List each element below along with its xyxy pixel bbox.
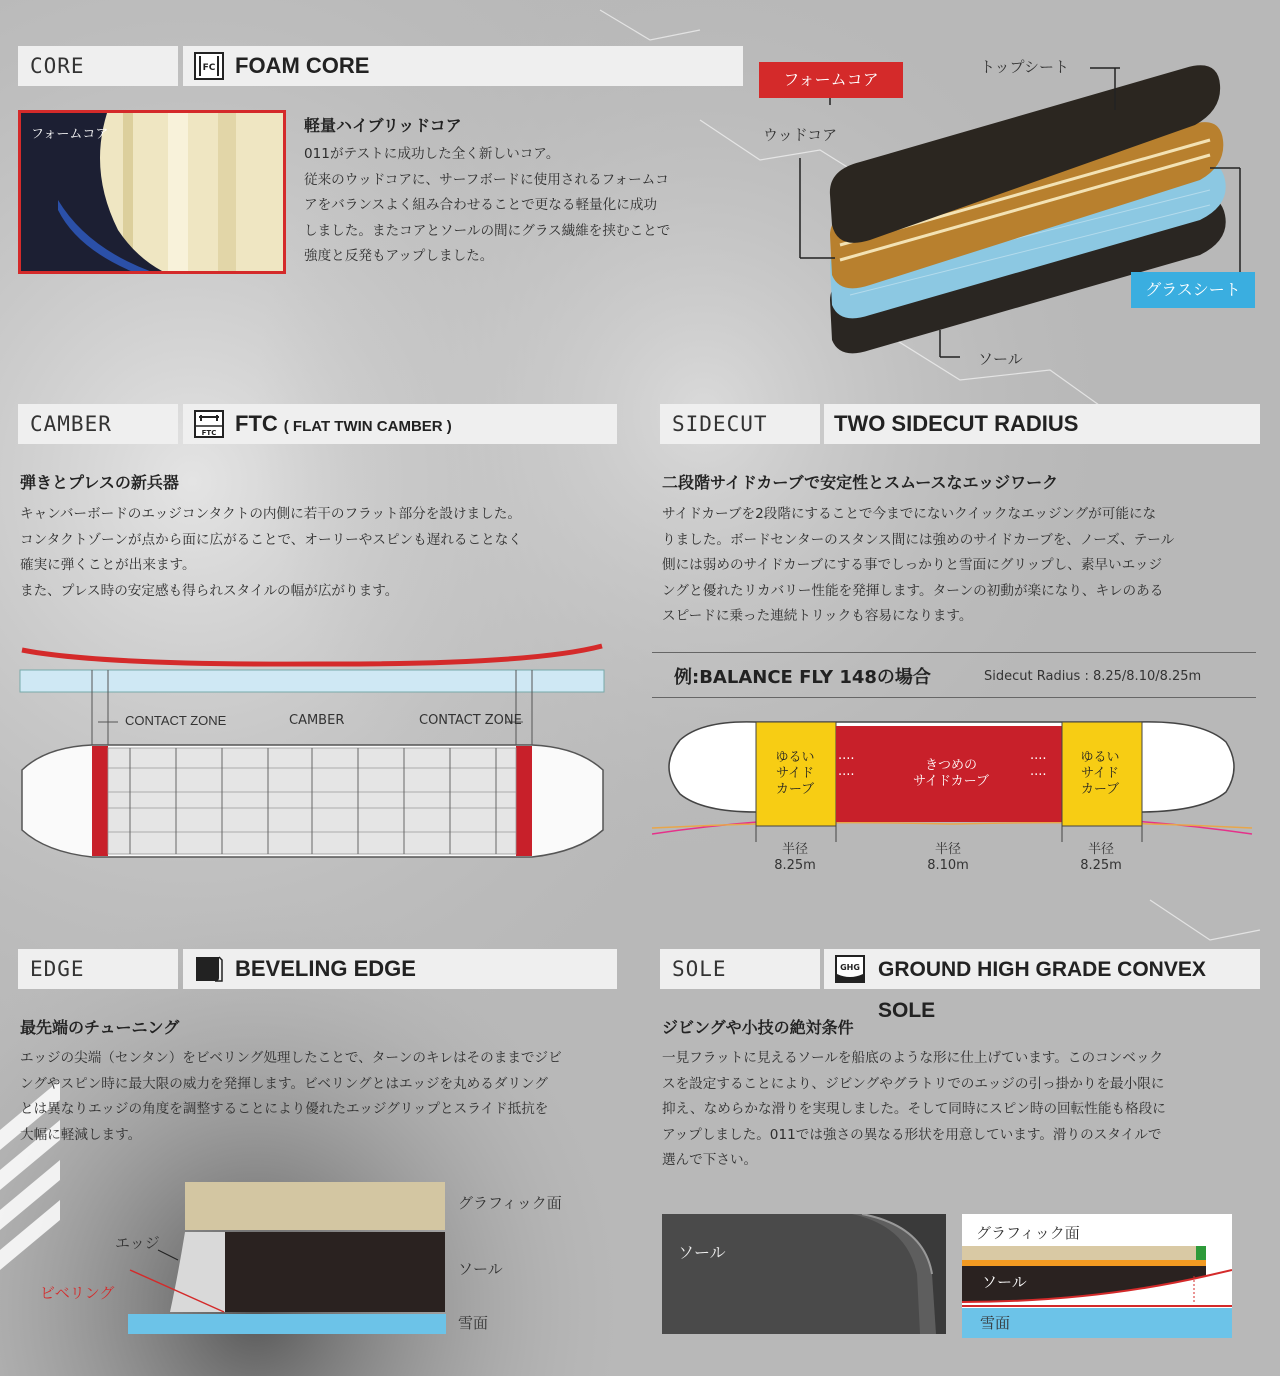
camber-text: キャンバーボードのエッジコンタクトの内側に若干のフラット部分を設けました。 コンタクトゾーンが点から面に広がることで、オーリーやスピンも遅れることなく 確実に弾くことが出来ます。 また、プレス時の安定感も得られスタイルの幅が広がります。 xyxy=(20,506,522,599)
core-text: 011がテストに成功した全く新しいコア。 従来のウッドコアに、サーフボードに使用されるフォームコ アをバランスよく組み合わせることで更なる軽量化に成功 しました。またコアとソールの間にグラス繊維を挟むことで 強度と反発もアップしました。 xyxy=(304,146,671,264)
core-layers-diagram xyxy=(790,50,1270,380)
wood-core-label: ウッドコア xyxy=(763,126,838,144)
sole-text: 一見フラットに見えるソールを船底のような形に仕上げています。このコンベック スを設定することにより、ジビングやグラトリでのエッジの引っ掛かりを最小限に 抑え、なめらかな滑りを実現しました。そして同時にスピン時の回転性能も格段に アップしました。011では強さの異なる形状を用意しています。滑りのスタイルで 選んで下さい。 xyxy=(662,1050,1166,1168)
sole-snow-label: 雪面 xyxy=(980,1314,1011,1332)
example-radius: Sidecut Radius : 8.25/8.10/8.25m xyxy=(984,669,1202,684)
camber-zone-label: CAMBER xyxy=(289,713,345,728)
radius-right: 半径 8.25m xyxy=(1080,842,1122,873)
sidecut-example-bar xyxy=(652,652,1256,698)
camber-title: FTC xyxy=(235,411,278,436)
sole-section-label: SOLE xyxy=(660,949,820,989)
foam-core-photo xyxy=(18,110,286,274)
sole-title: GROUND HIGH GRADE CONVEX SOLE xyxy=(878,958,1206,1022)
sole-sole-label: ソール xyxy=(982,1273,1027,1291)
ghg-badge-icon xyxy=(834,954,866,984)
ftc-badge-icon xyxy=(193,409,225,439)
zone-center-label: きつめの サイドカーブ xyxy=(912,758,990,789)
edge-text: エッジの尖端（センタン）をビベリング処理したことで、ターンのキレはそのままでジビ ングやスピン時に最大限の威力を発揮します。ビベリングとはエッジを丸めるダリング とは異なりエッジの角度を調整することにより優れたエッジグリップとスライド抵抗を 大幅に軽減します。 xyxy=(20,1050,562,1143)
contact-zone-right-label: CONTACT ZONE xyxy=(419,713,522,728)
core-heading: 軽量ハイブリッドコア xyxy=(304,116,462,135)
glass-sheet-tag: グラスシート xyxy=(1131,272,1255,308)
zone-dots-right: ···· ···· xyxy=(1030,752,1047,783)
foam-core-tag: フォームコア xyxy=(759,62,903,98)
zone-right-label: ゆるい サイド カーブ xyxy=(1080,750,1120,797)
contact-zone-left-label: CONTACT ZONE xyxy=(125,713,227,728)
sole-convex-diagram xyxy=(962,1214,1232,1338)
sidecut-text: サイドカーブを2段階にすることで今までにないクイックなエッジングが可能にな りました。ボードセンターのスタンス間には強めのサイドカーブを、ノーズ、テール 側には弱めのサイドカーブにする事でしっかりと雪面にグリップし、素早いエッジ ングと優れたリカバリー性能を発揮します。ターンの初動が楽になり、キレのある スピードに乗った連続トリックも容易になります。 xyxy=(662,506,1175,624)
sole-label: ソール xyxy=(978,350,1023,368)
fc-badge-icon xyxy=(193,51,225,81)
sidecut-title: TWO SIDECUT RADIUS xyxy=(834,411,1079,436)
photo-label: フォームコア xyxy=(31,127,109,142)
sidecut-title-bar xyxy=(824,404,1260,444)
sole-photo-label: ソール xyxy=(678,1243,726,1262)
edge-edge-label: エッジ xyxy=(115,1234,160,1252)
sole-heading: ジビングや小技の絶対条件 xyxy=(662,1018,854,1037)
example-title: 例:BALANCE FLY 148の場合 xyxy=(674,667,931,688)
svg-text:GHG: GHG xyxy=(840,963,860,972)
edge-snow-label: 雪面 xyxy=(458,1314,489,1332)
sidecut-heading: 二段階サイドカーブで安定性とスムースなエッジワーク xyxy=(662,473,1059,492)
camber-diagram xyxy=(18,640,610,865)
edge-heading: 最先端のチューニング xyxy=(20,1018,180,1037)
edge-block-icon xyxy=(193,954,225,984)
edge-graphic-label: グラフィック面 xyxy=(458,1194,562,1212)
edge-label: EDGE xyxy=(18,949,178,989)
sole-graphic-label: グラフィック面 xyxy=(976,1224,1080,1242)
zone-left-label: ゆるい サイド カーブ xyxy=(775,750,815,797)
core-label: CORE xyxy=(18,46,178,86)
svg-text:FTC: FTC xyxy=(201,429,217,437)
camber-title-bar xyxy=(183,404,617,444)
sole-photo xyxy=(662,1214,946,1334)
core-title: FOAM CORE xyxy=(235,53,370,78)
radius-center: 半径 8.10m xyxy=(927,842,969,873)
camber-heading: 弾きとプレスの新兵器 xyxy=(20,473,179,492)
zone-dots-left: ···· ···· xyxy=(838,752,855,783)
edge-title: BEVELING EDGE xyxy=(235,956,416,981)
svg-text:FC: FC xyxy=(202,63,216,73)
top-sheet-label: トップシート xyxy=(980,58,1069,76)
radius-left: 半径 8.25m xyxy=(774,842,816,873)
edge-sole-label: ソール xyxy=(458,1260,503,1278)
camber-subtitle: ( FLAT TWIN CAMBER ) xyxy=(283,418,452,435)
camber-label: CAMBER xyxy=(18,404,178,444)
sole-title-bar xyxy=(824,949,1260,1022)
sidecut-label: SIDECUT xyxy=(660,404,820,444)
core-title-bar xyxy=(183,46,743,86)
edge-diagram xyxy=(120,1180,460,1340)
edge-title-bar xyxy=(183,949,617,989)
edge-beveling-label: ビベリング xyxy=(40,1284,115,1302)
